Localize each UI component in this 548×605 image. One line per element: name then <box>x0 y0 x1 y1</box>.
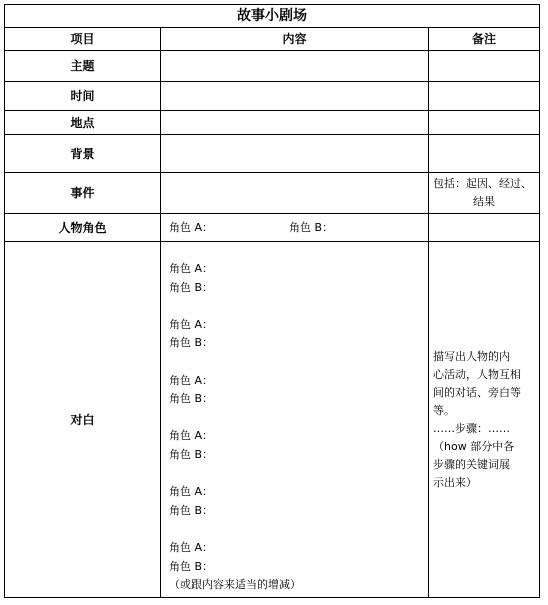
dialogue-role-b: 角色 B： <box>169 447 214 461</box>
row-label-dialogue: 对白 <box>5 242 161 598</box>
dialogue-role-b: 角色 B： <box>169 559 214 573</box>
table-title: 故事小剧场 <box>5 5 540 28</box>
event-content-cell[interactable] <box>161 173 429 214</box>
characters-content-cell[interactable] <box>161 214 429 242</box>
event-note-line: 结果 <box>473 195 496 208</box>
place-content-cell[interactable] <box>161 111 429 135</box>
row-label-characters: 人物角色 <box>5 214 161 242</box>
dialogue-role-b: 角色 B： <box>169 503 214 517</box>
dialogue-role-a: 角色 A： <box>169 485 214 499</box>
header-item: 项目 <box>5 28 161 51</box>
dialogue-role-a: 角色 A： <box>169 317 214 331</box>
dialogue-pair <box>169 372 428 409</box>
dialogue-note-line: 心活动，人物互相 <box>433 367 521 381</box>
dialogue-role-b: 角色 B： <box>169 336 214 350</box>
dialogue-note-line: 描写出人物的内 <box>433 349 510 363</box>
characters-note-cell[interactable] <box>429 214 540 242</box>
background-content-cell[interactable] <box>161 135 429 173</box>
dialogue-role-a: 角色 A： <box>169 373 214 387</box>
event-note-line: 包括：起因、经过、 <box>433 177 532 190</box>
event-note-cell <box>429 173 540 214</box>
dialogue-role-a: 角色 A： <box>169 262 214 275</box>
time-note-cell[interactable] <box>429 82 540 111</box>
row-label-place: 地点 <box>5 111 161 135</box>
dialogue-note-cell <box>429 242 540 598</box>
dialogue-role-b: 角色 B： <box>169 280 214 294</box>
dialogue-footer-note: （或跟内容来适当的增减） <box>169 578 301 592</box>
time-content-cell[interactable] <box>161 82 429 111</box>
background-note-cell[interactable] <box>429 135 540 173</box>
dialogue-pair <box>169 260 428 297</box>
row-label-background: 背景 <box>5 135 161 173</box>
dialogue-note-line: （how 部分中各 <box>433 439 515 453</box>
header-content: 内容 <box>161 28 429 51</box>
dialogue-note-line: 等。 <box>433 403 455 417</box>
row-label-theme: 主题 <box>5 51 161 82</box>
row-label-time: 时间 <box>5 82 161 111</box>
dialogue-note-steps: ……步骤：…… <box>433 421 510 435</box>
dialogue-pair <box>169 316 428 353</box>
row-label-event: 事件 <box>5 173 161 214</box>
dialogue-note-line: 间的对话、旁白等 <box>433 385 521 399</box>
dialogue-note-line: 步骤的关键词展 <box>433 457 510 471</box>
role-b-label: 角色 B： <box>289 220 334 234</box>
place-note-cell[interactable] <box>429 111 540 135</box>
theme-content-cell[interactable] <box>161 51 429 82</box>
story-theater-table <box>4 4 540 598</box>
header-note: 备注 <box>429 28 540 51</box>
dialogue-note-line: 示出来） <box>433 475 477 489</box>
dialogue-role-a: 角色 A： <box>169 429 214 443</box>
role-a-label: 角色 A： <box>169 220 214 234</box>
theme-note-cell[interactable] <box>429 51 540 82</box>
dialogue-pair <box>169 483 428 520</box>
dialogue-role-b: 角色 B： <box>169 392 214 406</box>
dialogue-pair <box>169 427 428 464</box>
dialogue-role-a: 角色 A： <box>169 540 214 554</box>
dialogue-pair <box>169 539 428 595</box>
dialogue-content-cell[interactable] <box>161 242 429 598</box>
